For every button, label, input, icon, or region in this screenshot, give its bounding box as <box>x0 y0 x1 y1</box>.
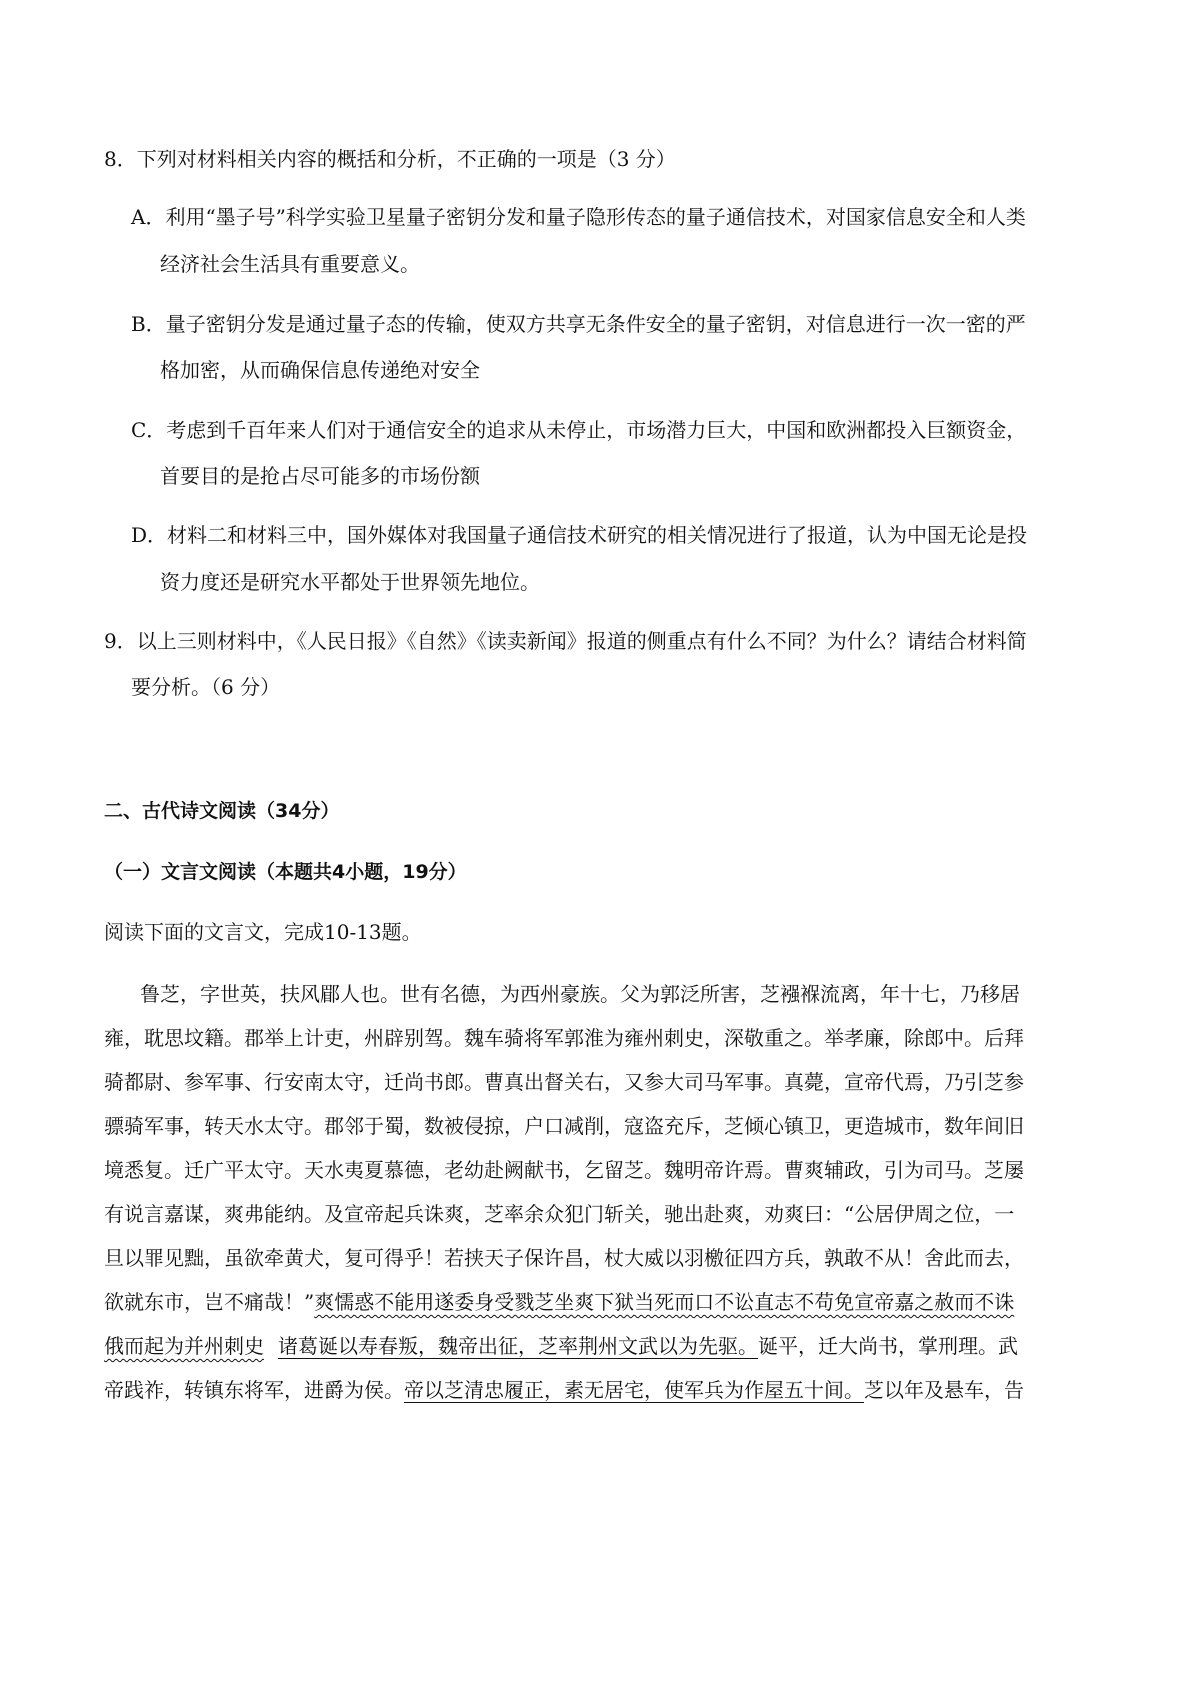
passage-line-7: 旦以罪见黜，虽欲牵黄犬，复可得乎！若挟天子保许昌，杖大威以羽檄征四方兵，孰敢不从！舍此而去， <box>104 1246 1024 1270</box>
passage-line-4: 骠骑军事，转天水太守。郡邻于蜀，数被侵掠，户口减削，寇盗充斥，芝倾心镇卫，更造城市，数年间旧 <box>104 1114 1024 1138</box>
option-a-line-2: 经济社会生活具有重要意义。 <box>160 252 420 276</box>
passage-text: 芝以年及悬车，告 <box>864 1378 1024 1402</box>
question-9-line-1: 9．以上三则材料中，《人民日报》《自然》《读卖新闻》报道的侧重点有什么不同？为什么？请结合材料简 <box>104 629 1027 653</box>
section-heading: 二、古代诗文阅读（34分） <box>104 800 340 822</box>
option-d-line-1: D．材料二和材料三中，国外媒体对我国量子通信技术研究的相关情况进行了报道，认为中国无论是投 <box>131 523 1028 547</box>
subsection-heading: （一）文言文阅读（本题共4小题，19分） <box>104 861 467 883</box>
passage-line-2: 雍，耽思坟籍。郡举上计吏，州辟别驾。魏车骑将军郭淮为雍州刺史，深敬重之。举孝廉，除郎中。后拜 <box>104 1026 1024 1050</box>
passage-line-1: 鲁芝，字世英，扶风郿人也。世有名德，为西州豪族。父为郭泛所害，芝襁褓流离，年十七，乃移居 <box>140 982 1020 1006</box>
option-a-line-1: A．利用“墨子号”科学实验卫星量子密钥分发和量子隐形传态的量子通信技术，对国家信息安全和人类 <box>131 205 1026 229</box>
passage-line-10 <box>104 1376 1024 1404</box>
passage-text: 诞平，迁大尚书，掌刑理。武 <box>758 1334 1018 1358</box>
option-b-line-1: B．量子密钥分发是通过量子态的传输，使双方共享无条件安全的量子密钥，对信息进行一次一密的严 <box>131 312 1026 336</box>
question-9-line-2: 要分析。（6 分） <box>131 675 281 699</box>
option-d-line-2: 资力度还是研究水平都处于世界领先地位。 <box>160 570 540 594</box>
option-b-line-2: 格加密，从而确保信息传递绝对安全 <box>160 358 480 382</box>
passage-line-9 <box>104 1332 1018 1360</box>
underlined-sentence: 诸葛诞以寿春叛，魏帝出征，芝率荆州文武以为先驱。 <box>278 1334 758 1358</box>
question-8-stem: 8．下列对材料相关内容的概括和分析，不正确的一项是（3 分） <box>104 147 676 171</box>
passage-text: 帝践祚，转镇东将军，进爵为侯。 <box>104 1378 404 1402</box>
option-c-line-1: C．考虑到千百年来人们对于通信安全的追求从未停止，市场潜力巨大，中国和欧洲都投入巨额资金， <box>131 418 1027 442</box>
passage-text: 欲就东市，岂不痛哉！” <box>104 1290 315 1314</box>
underlined-sentence: 帝以芝清忠履正，素无居宅，使军兵为作屋五十间。 <box>404 1378 864 1402</box>
option-c-line-2: 首要目的是抢占尽可能多的市场份额 <box>160 464 480 488</box>
wavy-underlined-text: 俄而起为并州刺史 <box>104 1334 264 1358</box>
wavy-underlined-text: 爽懦惑不能用遂委身受戮芝坐爽下狱当死而口不讼直志不苟免宣帝嘉之赦而不诛 <box>314 1290 1015 1314</box>
passage-line-3: 骑都尉、参军事、行安南太守，迁尚书郎。曹真出督关右，又参大司马军事。真薨，宣帝代焉，乃引芝参 <box>104 1070 1024 1094</box>
passage-line-5: 境悉复。迁广平太守。天水夷夏慕德，老幼赴阙献书，乞留芝。魏明帝许焉。曹爽辅政，引为司马。芝屡 <box>104 1158 1024 1182</box>
passage-line-8 <box>104 1288 1014 1316</box>
passage-line-6: 有说言嘉谋，爽弗能纳。及宣帝起兵诛爽，芝率余众犯门斩关，驰出赴爽，劝爽曰：“公居伊周之位，一 <box>104 1202 1015 1226</box>
instruction-text: 阅读下面的文言文，完成10-13题。 <box>104 920 422 944</box>
